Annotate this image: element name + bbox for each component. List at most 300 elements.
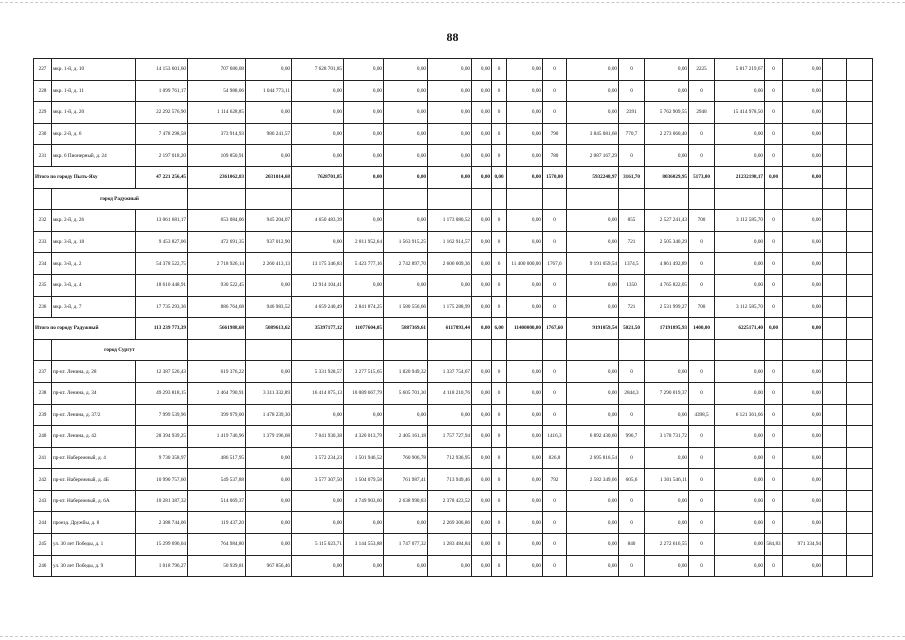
table-cell: [823, 339, 847, 361]
value-cell: 0,00: [472, 274, 492, 296]
table-cell: [823, 296, 847, 318]
table-cell: [847, 426, 873, 448]
value-cell: 0,00: [507, 555, 543, 577]
row-number: 229: [34, 102, 52, 124]
value-cell: 0,00: [507, 382, 543, 404]
value-cell: 0: [492, 80, 507, 102]
value-cell: 3 112 585,70: [715, 296, 765, 318]
value-cell: 0,00: [472, 210, 492, 232]
value-cell: 0,00: [715, 80, 765, 102]
value-cell: 28 394 939,25: [136, 426, 188, 448]
value-cell: 18 610 448,91: [136, 274, 188, 296]
value-cell: 0,00: [715, 490, 765, 512]
value-cell: 790: [543, 123, 567, 145]
value-cell: 0: [492, 490, 507, 512]
address-cell: ул. 30 лет Победы, д. 1: [52, 534, 136, 556]
value-cell: 1 504 079,58: [344, 469, 384, 491]
value-cell: 0: [765, 210, 783, 232]
value-cell: 2 505 340,29: [645, 231, 689, 253]
value-cell: 0: [543, 102, 567, 124]
value-cell: 0: [689, 145, 715, 167]
value-cell: 0,00: [507, 490, 543, 512]
value-cell: 0,00: [507, 426, 543, 448]
value-cell: 0,00: [246, 512, 292, 534]
value-cell: 35397177,12: [292, 318, 344, 340]
value-cell: 0,00: [783, 123, 823, 145]
table-cell: [823, 512, 847, 534]
value-cell: 0,00: [344, 102, 384, 124]
value-cell: 0: [492, 512, 507, 534]
value-cell: 0,00: [645, 555, 689, 577]
value-cell: 0: [765, 469, 783, 491]
value-cell: 1767,60: [543, 318, 567, 340]
table-row: [34, 555, 873, 577]
value-cell: 0,00: [567, 102, 619, 124]
value-cell: 0,00: [344, 80, 384, 102]
value-cell: 0: [492, 296, 507, 318]
value-cell: 760 906,78: [384, 447, 428, 469]
value-cell: 14 153 601,60: [136, 59, 188, 81]
address-cell: мкр. 2-й, д. 26: [52, 210, 136, 232]
address-cell: пр-кт. Набережный, д. 6А: [52, 490, 136, 512]
value-cell: 7 290 019,37: [645, 382, 689, 404]
value-cell: 0: [543, 382, 567, 404]
value-cell: 0,00: [783, 318, 823, 340]
value-cell: 605,6: [619, 469, 645, 491]
address-cell: мкр. 1-й, д. 10: [52, 59, 136, 81]
value-cell: 2 464 790,91: [188, 382, 246, 404]
table-cell: [847, 145, 873, 167]
value-cell: 0: [543, 404, 567, 426]
value-cell: 0: [765, 145, 783, 167]
value-cell: 0: [543, 534, 567, 556]
value-cell: 12 387 526,43: [136, 361, 188, 383]
value-cell: 3 845 081,68: [567, 123, 619, 145]
value-cell: 1 162 914,57: [428, 231, 472, 253]
table-cell: [783, 188, 823, 210]
value-cell: 0,00: [507, 102, 543, 124]
value-cell: 0,00: [715, 274, 765, 296]
value-cell: 0,00: [384, 102, 428, 124]
value-cell: 1 419 746,96: [188, 426, 246, 448]
value-cell: 0,00: [472, 534, 492, 556]
value-cell: 0: [619, 145, 645, 167]
value-cell: 0,00: [292, 123, 344, 145]
value-cell: 0,00: [715, 512, 765, 534]
value-cell: 0,00: [645, 59, 689, 81]
table-cell: [715, 188, 765, 210]
row-number: 240: [34, 426, 52, 448]
value-cell: 2 531 999,27: [645, 296, 689, 318]
value-cell: 2391: [619, 102, 645, 124]
value-cell: 0,00: [645, 145, 689, 167]
value-cell: 0,00: [246, 490, 292, 512]
value-cell: 3 572 234,23: [292, 447, 344, 469]
value-cell: 0,00: [344, 274, 384, 296]
value-cell: 5887369,61: [384, 318, 428, 340]
value-cell: 0: [492, 123, 507, 145]
value-cell: 1 173 080,52: [428, 210, 472, 232]
value-cell: 0,00: [246, 361, 292, 383]
housing-repair-table: [33, 58, 873, 577]
value-cell: 49 293 818,15: [136, 382, 188, 404]
value-cell: 0,00: [428, 145, 472, 167]
table-cell: [507, 339, 543, 361]
row-number: 233: [34, 231, 52, 253]
table-row: [34, 59, 873, 81]
value-cell: 0: [619, 404, 645, 426]
value-cell: 1 478 239,30: [246, 404, 292, 426]
table-cell: [847, 274, 873, 296]
value-cell: 0,00: [645, 404, 689, 426]
value-cell: 0,00: [783, 274, 823, 296]
table-cell: [847, 102, 873, 124]
value-cell: 0,00: [783, 426, 823, 448]
value-cell: 0: [492, 534, 507, 556]
value-cell: 0,00: [567, 534, 619, 556]
value-cell: 0,00: [292, 102, 344, 124]
address-cell: пр-кт. Ленина, д. 42: [52, 426, 136, 448]
value-cell: 0,00: [507, 274, 543, 296]
value-cell: 113 239 773,39: [136, 318, 188, 340]
value-cell: 721: [619, 296, 645, 318]
table-cell: [34, 188, 52, 210]
table-cell: [384, 188, 428, 210]
table-cell: [823, 490, 847, 512]
value-cell: 8036029,95: [645, 166, 689, 188]
scan-edge-bottom: [0, 636, 905, 637]
value-cell: 399 979,00: [188, 404, 246, 426]
value-cell: 0,00: [783, 231, 823, 253]
table-cell: [823, 123, 847, 145]
value-cell: 2 527 241,43: [645, 210, 689, 232]
value-cell: 0: [689, 512, 715, 534]
table-cell: [847, 361, 873, 383]
value-cell: 840: [619, 534, 645, 556]
value-cell: 700: [689, 210, 715, 232]
value-cell: 1 379 196,68: [246, 426, 292, 448]
table-cell: [847, 339, 873, 361]
value-cell: 7 628 701,85: [292, 59, 344, 81]
value-cell: 0: [765, 426, 783, 448]
value-cell: 11 400 000,00: [507, 253, 543, 275]
value-cell: 4 749 903,60: [344, 490, 384, 512]
value-cell: 0: [492, 404, 507, 426]
row-number: 234: [34, 253, 52, 275]
row-number: 231: [34, 145, 52, 167]
value-cell: 0: [689, 447, 715, 469]
value-cell: 0,00: [472, 555, 492, 577]
value-cell: 0,00: [507, 534, 543, 556]
value-cell: 0,00: [384, 145, 428, 167]
value-cell: 1400,00: [689, 318, 715, 340]
section-header-row: [34, 188, 873, 210]
value-cell: 653 084,06: [188, 210, 246, 232]
value-cell: 0,00: [472, 231, 492, 253]
address-cell: мкр. 3-й, д. 18: [52, 231, 136, 253]
table-row: [34, 123, 873, 145]
value-cell: 0,00: [384, 512, 428, 534]
value-cell: 2 272 616,55: [645, 534, 689, 556]
value-cell: 0,00: [715, 534, 765, 556]
table-cell: [689, 188, 715, 210]
value-cell: 0,00: [645, 361, 689, 383]
table-cell: [823, 80, 847, 102]
value-cell: 0,00: [472, 123, 492, 145]
value-cell: 0,00: [507, 296, 543, 318]
value-cell: 0: [689, 534, 715, 556]
value-cell: 0: [492, 382, 507, 404]
value-cell: 4 765 822,05: [645, 274, 689, 296]
value-cell: 5 605 701,30: [384, 382, 428, 404]
value-cell: 0,00: [428, 59, 472, 81]
value-cell: 5021,50: [619, 318, 645, 340]
table-cell: [847, 404, 873, 426]
value-cell: 0,00: [472, 469, 492, 491]
value-cell: 54 988,06: [188, 80, 246, 102]
value-cell: 514 069,37: [188, 490, 246, 512]
value-cell: 0,00: [344, 404, 384, 426]
value-cell: 0,00: [472, 382, 492, 404]
value-cell: 119 437,20: [188, 512, 246, 534]
value-cell: 17191895,93: [645, 318, 689, 340]
value-cell: 0: [689, 253, 715, 275]
table-cell: [847, 210, 873, 232]
table-row: [34, 404, 873, 426]
address-cell: мкр. 1-й, д. 11: [52, 80, 136, 102]
value-cell: 2 405 161,18: [384, 426, 428, 448]
table-cell: [765, 188, 783, 210]
table-row: [34, 426, 873, 448]
table-cell: [823, 318, 847, 340]
value-cell: 0,00: [384, 555, 428, 577]
value-cell: 2 269 306,86: [428, 512, 472, 534]
value-cell: 0: [492, 231, 507, 253]
table-cell: [619, 339, 645, 361]
table-cell: [188, 188, 246, 210]
value-cell: 0,00: [472, 145, 492, 167]
value-cell: 0,00: [246, 534, 292, 556]
value-cell: 21232198,17: [715, 166, 765, 188]
value-cell: 0: [765, 231, 783, 253]
value-cell: 0,00: [428, 404, 472, 426]
value-cell: 9 191 059,54: [567, 253, 619, 275]
value-cell: 937 012,90: [246, 231, 292, 253]
value-cell: 7 999 539,96: [136, 404, 188, 426]
value-cell: 0,00: [715, 253, 765, 275]
value-cell: 0,00: [384, 274, 428, 296]
value-cell: 549 537,88: [188, 469, 246, 491]
value-cell: 0: [689, 382, 715, 404]
table-cell: [823, 426, 847, 448]
value-cell: 707 680,08: [188, 59, 246, 81]
table-cell: [823, 59, 847, 81]
value-cell: 0: [543, 59, 567, 81]
value-cell: 6 892 430,60: [567, 426, 619, 448]
value-cell: 1 018 796,27: [136, 555, 188, 577]
total-label: Итого по городу Пыть-Яху: [34, 166, 136, 188]
address-cell: мкр. 3-й, д. 7: [52, 296, 136, 318]
value-cell: 0,00: [344, 210, 384, 232]
value-cell: 0,00: [344, 59, 384, 81]
value-cell: 5 423 777,16: [344, 253, 384, 275]
table-cell: [246, 188, 292, 210]
value-cell: 0,00: [783, 102, 823, 124]
value-cell: 0,00: [344, 123, 384, 145]
table-cell: [645, 339, 689, 361]
section-title: город Радужный: [52, 188, 188, 210]
value-cell: 0: [492, 555, 507, 577]
value-cell: 11400000,00: [507, 318, 543, 340]
value-cell: 0,00: [715, 382, 765, 404]
value-cell: 7 041 930,38: [292, 426, 344, 448]
value-cell: 0: [765, 102, 783, 124]
value-cell: 0,00: [567, 59, 619, 81]
value-cell: 1 757 727,94: [428, 426, 472, 448]
value-cell: 0: [492, 210, 507, 232]
value-cell: 1374,5: [619, 253, 645, 275]
value-cell: 7628701,85: [292, 166, 344, 188]
table-cell: [619, 188, 645, 210]
value-cell: 0,00: [246, 145, 292, 167]
row-number: 230: [34, 123, 52, 145]
row-number: 232: [34, 210, 52, 232]
value-cell: 826,8: [543, 447, 567, 469]
value-cell: 0,00: [567, 490, 619, 512]
table-row: [34, 296, 873, 318]
value-cell: 0: [543, 361, 567, 383]
value-cell: 0,00: [246, 59, 292, 81]
value-cell: 0,00: [783, 555, 823, 577]
value-cell: 3 577 307,50: [292, 469, 344, 491]
value-cell: 6 121 361,66: [715, 404, 765, 426]
value-cell: 0: [492, 145, 507, 167]
value-cell: 0: [543, 512, 567, 534]
value-cell: 4 650 483,39: [292, 210, 344, 232]
address-cell: пр-кт. Ленина, д. 37/2: [52, 404, 136, 426]
value-cell: 0,00: [428, 80, 472, 102]
table-cell: [292, 339, 344, 361]
row-number: 246: [34, 555, 52, 577]
table-cell: [492, 188, 507, 210]
value-cell: 0,00: [783, 469, 823, 491]
value-cell: 0: [492, 447, 507, 469]
value-cell: 0: [689, 231, 715, 253]
table-cell: [847, 534, 873, 556]
value-cell: 0,00: [384, 123, 428, 145]
value-cell: 15 414 978,50: [715, 102, 765, 124]
table-cell: [645, 188, 689, 210]
value-cell: 0,00: [292, 404, 344, 426]
value-cell: 0,00: [715, 469, 765, 491]
value-cell: 2 811 952,64: [344, 231, 384, 253]
value-cell: 0: [619, 555, 645, 577]
table-cell: [428, 339, 472, 361]
table-cell: [847, 59, 873, 81]
value-cell: 0,00: [428, 102, 472, 124]
value-cell: 1 563 915,25: [384, 231, 428, 253]
value-cell: 0,00: [783, 512, 823, 534]
value-cell: 2 606 609,36: [428, 253, 472, 275]
table-cell: [428, 188, 472, 210]
table-cell: [765, 339, 783, 361]
value-cell: 0: [619, 490, 645, 512]
table-cell: [847, 469, 873, 491]
value-cell: 945 204,07: [246, 210, 292, 232]
value-cell: 0,00: [292, 555, 344, 577]
table-cell: [492, 339, 507, 361]
value-cell: 15 299 696,04: [136, 534, 188, 556]
value-cell: 713 949,46: [428, 469, 472, 491]
value-cell: 2 197 018,20: [136, 145, 188, 167]
value-cell: 5 331 928,57: [292, 361, 344, 383]
value-cell: 0,00: [567, 80, 619, 102]
value-cell: 0,00: [507, 404, 543, 426]
value-cell: 0,00: [472, 361, 492, 383]
value-cell: 0: [543, 555, 567, 577]
address-cell: мкр. 1-й, д. 20: [52, 102, 136, 124]
table-row: [34, 361, 873, 383]
value-cell: 0,00: [472, 102, 492, 124]
value-cell: 6117893,44: [428, 318, 472, 340]
value-cell: 0,00: [472, 426, 492, 448]
table-cell: [715, 339, 765, 361]
table-cell: [823, 361, 847, 383]
value-cell: 0,00: [507, 231, 543, 253]
table-body: [34, 59, 873, 577]
value-cell: 0,00: [344, 166, 384, 188]
value-cell: 3 277 515,65: [344, 361, 384, 383]
value-cell: 0: [765, 123, 783, 145]
value-cell: 9 730 358,97: [136, 447, 188, 469]
value-cell: 22 292 576,90: [136, 102, 188, 124]
value-cell: 0,00: [507, 123, 543, 145]
value-cell: 0,00: [472, 80, 492, 102]
table-cell: [823, 188, 847, 210]
value-cell: 1 337 754,67: [428, 361, 472, 383]
value-cell: 472 691,35: [188, 231, 246, 253]
value-cell: 0,00: [507, 166, 543, 188]
value-cell: 5 817 219,67: [715, 59, 765, 81]
value-cell: 109 850,91: [188, 145, 246, 167]
table-cell: [507, 188, 543, 210]
value-cell: 721: [619, 231, 645, 253]
value-cell: 0,00: [783, 145, 823, 167]
table-cell: [847, 296, 873, 318]
value-cell: 6: [492, 253, 507, 275]
row-number: 241: [34, 447, 52, 469]
table-row: [34, 253, 873, 275]
value-cell: 0,00: [715, 145, 765, 167]
value-cell: 2844,3: [619, 382, 645, 404]
value-cell: 4 659 240,49: [292, 296, 344, 318]
value-cell: 10 089 667,79: [344, 382, 384, 404]
value-cell: 0: [619, 447, 645, 469]
table-row: [34, 534, 873, 556]
row-number: 237: [34, 361, 52, 383]
value-cell: 584,83: [765, 534, 783, 556]
value-cell: 0: [765, 274, 783, 296]
value-cell: 0,00: [783, 361, 823, 383]
value-cell: 0,00: [292, 490, 344, 512]
table-cell: [384, 339, 428, 361]
address-cell: мкр. 6 Пионерный, д. 24: [52, 145, 136, 167]
value-cell: 0,00: [507, 80, 543, 102]
value-cell: 0,00: [507, 469, 543, 491]
value-cell: 7 478 298,58: [136, 123, 188, 145]
value-cell: 0,00: [384, 166, 428, 188]
value-cell: 0: [765, 447, 783, 469]
